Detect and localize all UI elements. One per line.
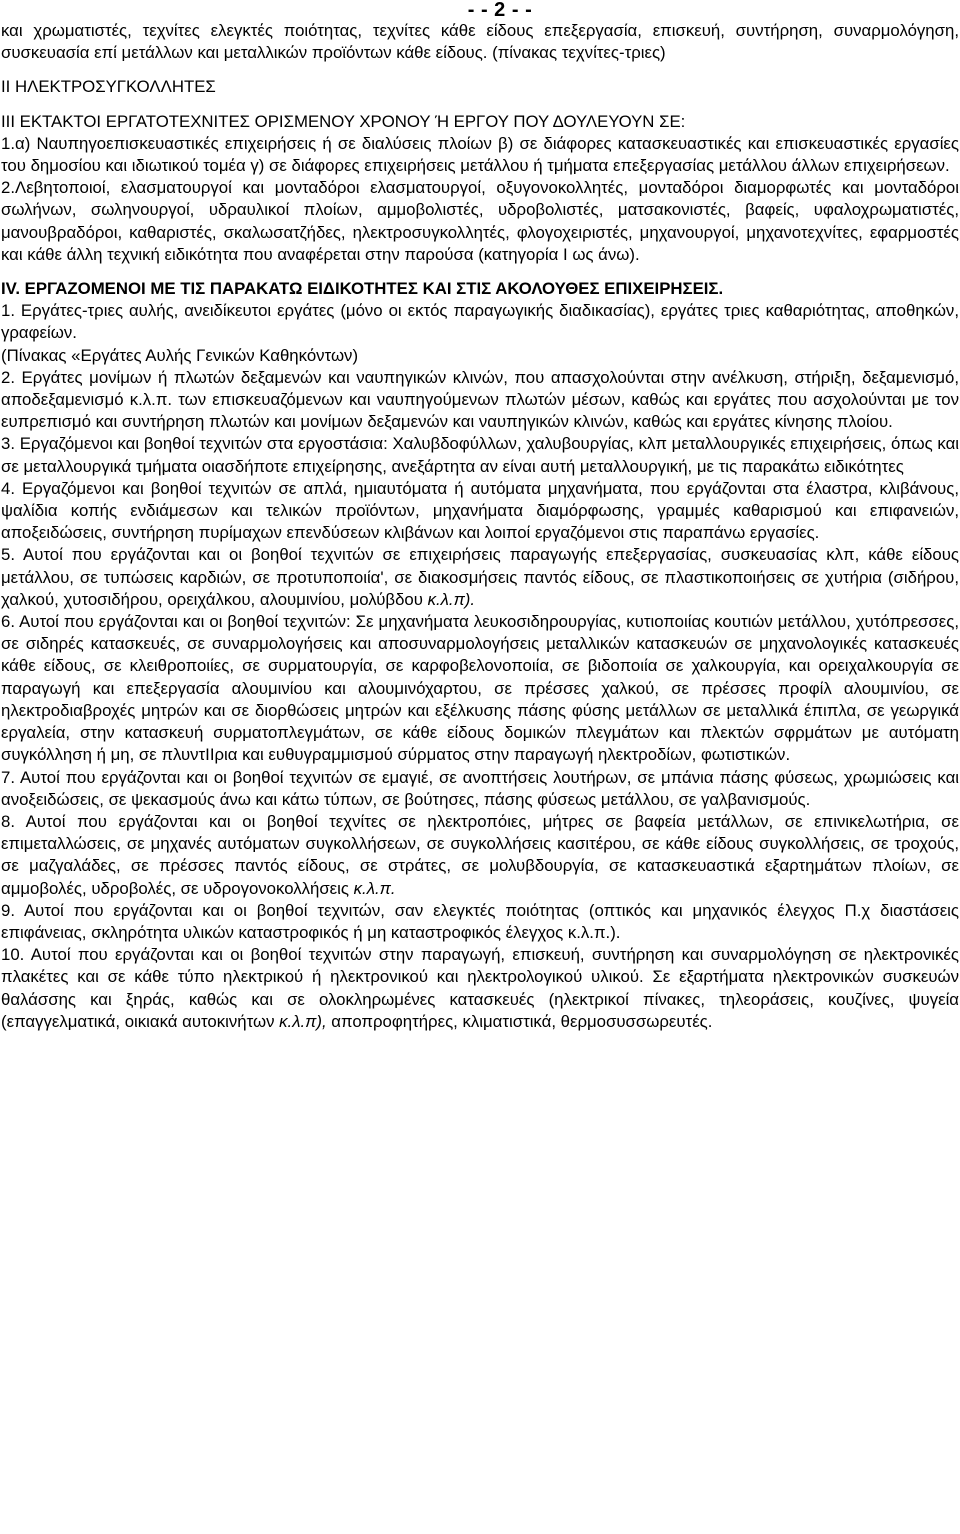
section-iv-item-7: 7. Αυτοί που εργάζονται και οι βοηθοί τεχνιτών σε εμαγιέ, σε ανοπτήσεις λουτήρων, σε μπάνια πάσης φύσεως, χρωμιώσεις και ανοξειδώσεις, σε ψεκασμούς άνω και κάτω τύπων, σε βούτησες, πάσης φύσεως μετάλλου, σε γαλβανισμούς. <box>1 767 959 809</box>
section-iv-item-6: 6. Αυτοί που εργάζονται και οι βοηθοί τεχνιτών: Σε μηχανήματα λευκοσιδηρουργίας, κυτιοποιίας κουτιών μετάλλου, χυτόπρεσσες, σε σιδηρές κατασκευές, σε συναρμολογήσεις και αποσυναρμολογήσεις μεταλλικών κατασκευών σε μηχανολογικές κατασκευές κάθε είδους, σε κλειθροποιίες, σε συρματουργία, σε καρφοβελονοποιία, σε βιδοποιία σε χαλκουργία, και ορειχαλκουργία σε παραγωγή και επεξεργασία αλουμινίου και αλουμινόχαρτου, σε πρέσσες χαλκού, σε πρέσσες προφίλ αλουμινίου, σε ηλεκτροδιαβροχές μητρών και σε διορθώσεις μητρών και εξέλκυσης πάσης φύσης μετάλλων σε μεταλλικά έπιπλα, σε γεωργικά εργαλεία, στην κατασκευή συρματοπλεγμάτων, σε κάθε είδους δομικών πλεγμάτων και πλεκτών σφρμάτων με αυτόματη συγκόλληση ή μη, σε πλυντΙΙρια και ευθυγραμμισμού σύρματος στην παραγωγή ηλεκτροδίων, φωτιστικών. <box>1 612 959 765</box>
item-10-tail: αποπροφητήρες, κλιματιστικά, θερμοσυσσωρευτές. <box>326 1011 713 1031</box>
section-iv-item-2: 2. Εργάτες μονίμων ή πλωτών δεξαμενών και ναυπηγικών κλινών, που απασχολούνται στην ανέλκυση, στήριξη, δεξαμενισμό, αποδεξαμενισμό κ.λ.π. των επισκευαζόμενων και ναυπηγούμενων πλωτών μέσων, καθώς και εργάτες που ασχολούνται με τον ευπρεπισμό και συντήρηση πλωτών και μονίμων δεξαμενών και ναυπηγικών κλινών, καθώς και εργάτες κίνησης πλοίου. <box>1 367 959 432</box>
section-iv-item-1: 1. Εργάτες-τριες αυλής, ανειδίκευτοι εργάτες (μόνο οι εκτός παραγωγικής διαδικασίας), εργάτες τριες καθαριότητας, αποθηκών, γραφείων. <box>1 301 959 343</box>
item-5-text: 5. Αυτοί που εργάζονται και οι βοηθοί τεχνιτών σε επιχειρήσεις παραγωγής επεξεργασίας, συσκευασίας κλπ, κάθε είδους μετάλλου, σε τυπώσεις καρδιών, σε προτυποποιία', σε διακοσμήσεις παντός είδους, σε πλαστικοποιήσεις σε χυτήρια (σιδήρου, χαλκού, χυτοσιδήρου, ορειχάλκου, αλουμινίου, μολύβδου <box>1 545 959 609</box>
item-8-text: 8. Αυτοί που εργάζονται και οι βοηθοί τεχνίτες σε ηλεκτροπόιες, μήτρες σε βαφεία μετάλλων, σε επινικελωτήρια, σε επιμεταλλώσεις, σε μηχανές αυτόματων συγκολλήσεων, σε συγκολλήσεις κασιτέρου, σε κάθε είδους συγκολλήσεις, σε τροχούς, σε μαζγαλάδες, σε πρέσσες παντός είδους, σε στράτες, σε μολυβδουργία, σε κατασκευαστικά εξαρτημάτων πλοίων, σε αμμοβολές, υδροβολές, σε υδρογονοκολλήσεις <box>1 811 959 898</box>
section-iv-item-9: 9. Αυτοί που εργάζονται και οι βοηθοί τεχνιτών, σαν ελεγκτές ποιότητας (οπτικός και μηχανικός έλεγχος Π.χ διαστάσεις επιφάνειας, σκληρότητα υλικών καταστροφικός ή μη καταστροφικός έλεγχος κ.λ.π.). <box>1 900 959 942</box>
section-iii-item-1: 1.α) Ναυπηγοεπισκευαστικές επιχειρήσεις ή σε διαλύσεις πλοίων β) σε διάφορες κατασκευαστικές και επισκευαστικές εργασίες του δημοσίου και ιδιωτικού τομέα γ) σε διάφορες επιχειρήσεις μετάλλου ή τμήματα επεξεργασίας μετάλλου άλλων επιχειρήσεων. <box>1 133 959 176</box>
page-number: - - 2 - - <box>467 0 533 21</box>
section-iv-item-5 <box>1 544 959 611</box>
section-ii-heading: II ΗΛΕΚΤΡΟΣΥΓΚΟΛΛΗΤΕΣ <box>1 77 216 97</box>
section-iv-item-3: 3. Εργαζόμενοι και βοηθοί τεχνιτών στα εργοστάσια: Χαλυβδοφύλλων, χαλυβουργίας, κλπ μεταλλουργικές επιχειρήσεις, όπως και σε μεταλλουργικά τμήματα οιασδήποτε επιχείρησης, ανεξάρτητα αν είναι αυτή μεταλλουργική, με τις παρακάτω ειδικότητες <box>1 434 959 476</box>
section-iv-item-1-note: (Πίνακας «Εργάτες Αυλής Γενικών Καθηκόντων) <box>1 345 359 365</box>
section-iii-heading: III ΕΚΤΑΚΤΟΙ ΕΡΓΑΤΟΤΕΧΝΙΤΕΣ ΟΡΙΣΜΕΝΟΥ ΧΡΟΝΟΥ Ή ΕΡΓΟΥ ΠΟΥ ΔΟΥΛΕΥΟΥΝ ΣΕ: <box>1 111 686 131</box>
item-10-italic: κ.λ.π), <box>279 1011 327 1031</box>
intro-paragraph: και χρωματιστές, τεχνίτες ελεγκτές ποιότητας, τεχνίτες κάθε είδους επεξεργασία, επισκευή, συντήρηση, συναρμολόγηση, συσκευασία επί μετάλλων και μεταλλικών προϊόντων κάθε είδους. (πίνακας τεχνίτες-τριες) <box>1 21 959 63</box>
section-iv-heading: IV. ΕΡΓΑΖΟΜΕΝΟΙ ΜΕ ΤΙΣ ΠΑΡΑΚΑΤΩ ΕΙΔΙΚΟΤΗΤΕΣ ΚΑΙ ΣΤΙΣ ΑΚΟΛΟΥΘΕΣ ΕΠΙΧΕΙΡΗΣΕΙΣ. <box>1 279 724 299</box>
spacer <box>1 266 959 278</box>
section-iv-item-10 <box>1 944 959 1033</box>
item-5-italic: κ.λ.π). <box>427 589 476 609</box>
spacer <box>1 64 959 76</box>
section-iv-item-8 <box>1 811 959 900</box>
item-10-text: 10. Αυτοί που εργάζονται και οι βοηθοί τεχνιτών στην παραγωγή, επισκευή, συντήρηση και συναρμολόγηση σε ηλεκτρονικές πλακέτες και σε κάθε τύπο ηλεκτρικού ή ηλεκτρονικού και ηλεκτρολογικού υλικού. Σε εξαρτήματα ηλεκτρονικών συσκευών θαλάσσης και ξηράς, καθώς και σε ολοκληρωμένες κατασκευές (ηλεκτρικοί πίνακες, τηλεοράσεις, κουζίνες, ψυγεία (επαγγελματικά, οικιακά αυτοκινήτων <box>1 945 959 1031</box>
spacer <box>1 99 959 111</box>
section-iii-item-2: 2.Λεβητοποιοί, ελασματουργοί και μονταδόροι ελασματουργοί, οξυγονοκολλητές, μονταδόροι διαμορφωτές και μονταδόροι σωλήνων, σωληνουργοί, υδραυλικοί πλοίων, αμμοβολιστές, υδροβολιστές, ματσακονιστές, βαφείς, υφαλοχρωματιστές, μανουβραδόροι, καθαριστές, σκαλωσατζήδες, ηλεκτροσυγκολλητές, φλογοχειριστές, μηχανουργοί, μηχανοτεχνίτες, εφαρμοστές και κάθε άλλη τεχνική ειδικότητα που αναφέρεται στην παρούσα (κατηγορία Ι ως άνω). <box>1 178 959 264</box>
item-8-italic: κ.λ.π. <box>353 878 396 898</box>
section-iv-item-4: 4. Εργαζόμενοι και βοηθοί τεχνιτών σε απλά, ημιαυτόματα ή αυτόματα μηχανήματα, που εργάζονται στα έλαστρα, κλιβάνους, ψαλίδια κοπής ενδιάμεσων και τελικών προϊόντων, μηχανήματα διαμόρφωσης, γραμμές καθαρισμού και επιφανειών, αποξειδώσεις, συντήρηση πυρίμαχων επενδύσεων κλιβάνων και λοιποί εργαζόμενοι στις παραπάνω εργασίες. <box>1 478 959 543</box>
